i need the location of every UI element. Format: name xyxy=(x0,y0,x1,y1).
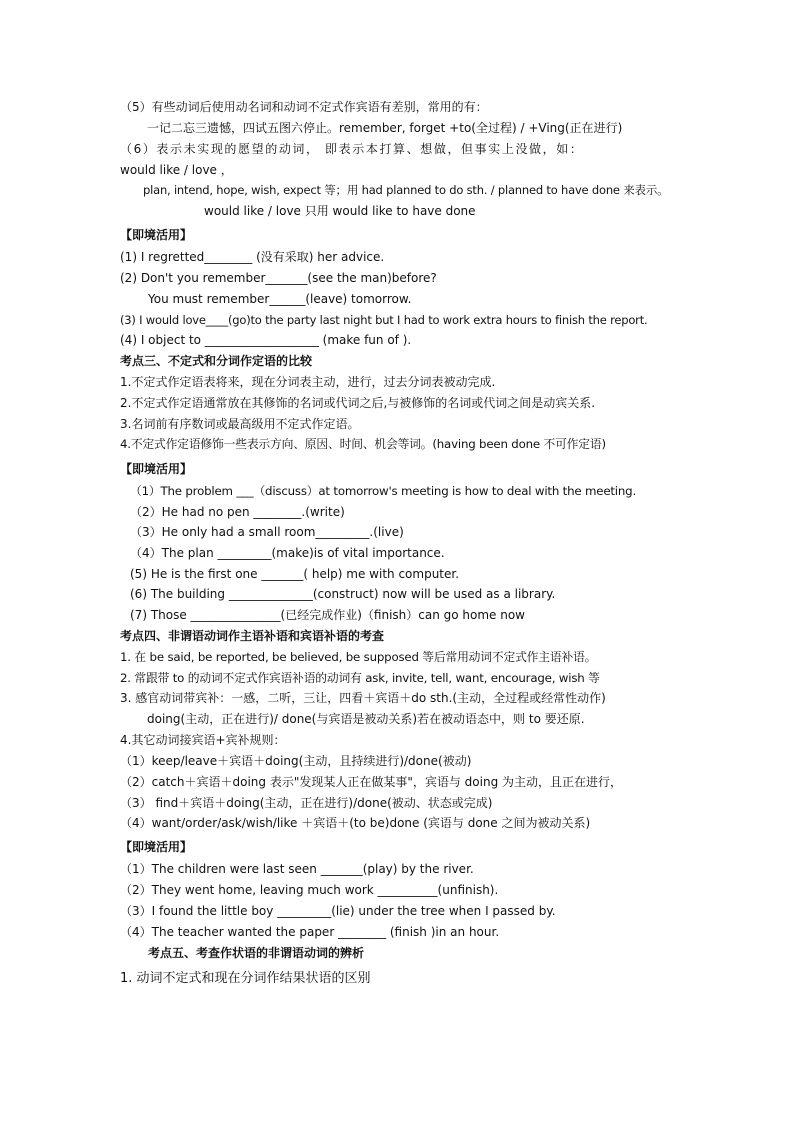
exercise-item: (1) I regretted________ (没有采取) her advice. xyxy=(120,250,385,264)
paragraph: （3） find＋宾语＋doing(主动，正在进行)/done(被动、状态或完成) xyxy=(120,796,493,810)
paragraph: 一记二忘三遗憾，四试五图六停止。remember, forget +to(全过程) / +Ving(正在进行) xyxy=(147,121,623,135)
paragraph: doing(主动，正在进行)/ done(与宾语是被动关系)若在被动语态中，则 to 要还原. xyxy=(147,712,585,726)
paragraph: （1）keep/leave＋宾语＋doing(主动，且持续进行)/done(被动) xyxy=(120,754,472,768)
exercise-item: (7) Those _______________(已经完成作业)（finish）can go home now xyxy=(130,608,525,622)
exercise-item: (6) The building ______________(construct) now will be used as a library. xyxy=(130,587,556,601)
exercise-item: （2）He had no pen ________.(write) xyxy=(130,505,345,519)
exercise-item: （1）The problem ___（discuss）at tomorrow's meeting is how to deal with the meeting. xyxy=(130,484,637,498)
section-heading: 【即境活用】 xyxy=(120,228,193,242)
paragraph: （6）表示未实现的愿望的动词， 即表示本打算、想做，但事实上没做，如： xyxy=(120,142,584,156)
paragraph: （5）有些动词后使用动名词和动词不定式作宾语有差别，常用的有： xyxy=(120,100,488,114)
exercise-item: （3）I found the little boy _________(lie) under the tree when I passed by. xyxy=(120,904,556,918)
section-heading: 【即境活用】 xyxy=(120,840,193,854)
section-heading: 考点五、考查作状语的非谓语动词的辨析 xyxy=(148,946,365,960)
section-heading: 【即境活用】 xyxy=(120,462,193,476)
paragraph: （2）catch＋宾语＋doing 表示"发现某人正在做某事"，宾语与 doing 为主动，且正在进行， xyxy=(120,775,623,789)
paragraph: 4.其它动词接宾语+宾补规则： xyxy=(120,733,286,747)
paragraph: plan, intend, hope, wish, expect 等；用 had planned to do sth. / planned to have done 来表示。 xyxy=(143,183,669,197)
exercise-item: （1）The children were last seen _______(play) by the river. xyxy=(120,862,474,876)
exercise-item: (4) I object to ___________________ (make fun of ). xyxy=(120,333,412,347)
paragraph: （4）want/order/ask/wish/like ＋宾语＋(to be)done (宾语与 done 之间为被动关系) xyxy=(120,816,591,830)
paragraph: 3.名词前有序数词或最高级用不定式作定语。 xyxy=(120,417,360,431)
paragraph: 1. 在 be said, be reported, be believed, be supposed 等后常用动词不定式作主语补语。 xyxy=(120,650,597,664)
paragraph: 1. 动词不定式和现在分词作结果状语的区别 xyxy=(120,971,371,986)
paragraph: 2. 常跟带 to 的动词不定式作宾语补语的动词有 ask, invite, tell, want, encourage, wish 等 xyxy=(120,671,600,685)
paragraph: 2.不定式作定语通常放在其修饰的名词或代词之后,与被修饰的名词或代词之间是动宾关系. xyxy=(120,396,596,410)
paragraph: would like / love ， xyxy=(120,163,233,177)
exercise-item: （4）The teacher wanted the paper ________ (finish )in an hour. xyxy=(120,925,500,939)
exercise-item: （2）They went home, leaving much work __________(unfinish). xyxy=(120,883,499,897)
paragraph: would like / love 只用 would like to have done xyxy=(204,204,476,218)
paragraph: 3. 感官动词带宾补：一感，二听，三让，四看＋宾语＋do sth.(主动，全过程或经常性动作) xyxy=(120,691,606,705)
exercise-item: (5) He is the first one _______( help) me with computer. xyxy=(130,567,460,581)
paragraph: 4.不定式作定语修饰一些表示方向、原因、时间、机会等词。(having been done 不可作定语) xyxy=(120,437,606,451)
exercise-item: （3）He only had a small room_________.(live) xyxy=(130,525,404,539)
section-heading: 考点三、不定式和分词作定语的比较 xyxy=(120,354,313,368)
section-heading: 考点四、非谓语动词作主语补语和宾语补语的考查 xyxy=(120,629,385,643)
paragraph: 1.不定式作定语表将来，现在分词表主动，进行，过去分词表被动完成. xyxy=(120,375,496,389)
exercise-item: （4）The plan _________(make)is of vital importance. xyxy=(130,546,445,560)
exercise-item: You must remember______(leave) tomorrow. xyxy=(148,292,412,306)
exercise-item: (2) Don't you remember_______(see the man)before? xyxy=(120,271,437,285)
exercise-item: (3) I would love____(go)to the party last night but I had to work extra hours to finish the report. xyxy=(120,313,648,327)
